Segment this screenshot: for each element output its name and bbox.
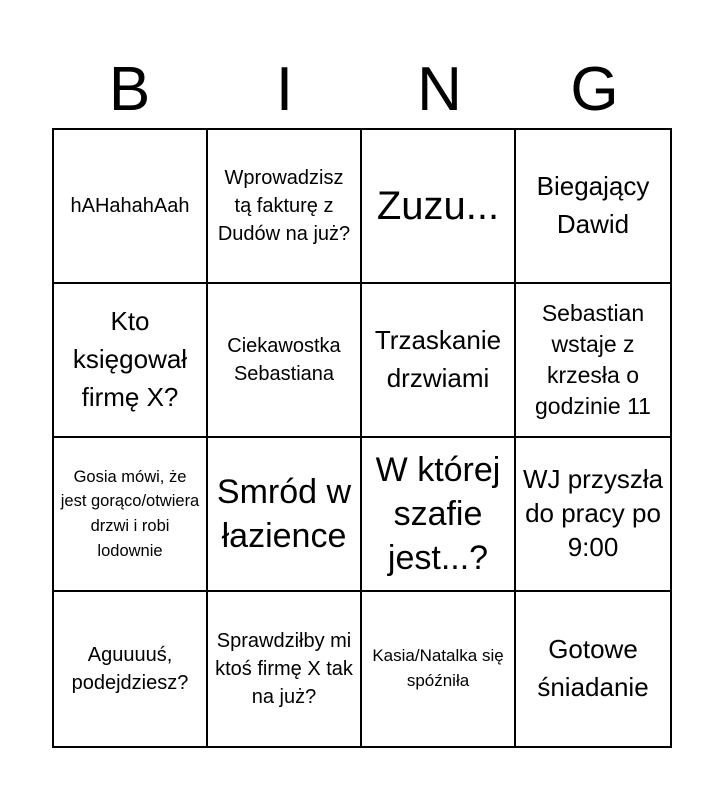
cell-text: Smród w łazience	[216, 472, 352, 555]
bingo-cell[interactable]	[208, 130, 362, 284]
header-letter-i: I	[275, 55, 294, 124]
bingo-card	[52, 128, 672, 748]
cell-text: Gosia mówi, że jest gorąco/otwiera drzwi i robi lodownie	[60, 467, 200, 560]
cell-text: Wprowadzisz tą fakturę z Dudów na już?	[217, 167, 351, 245]
header-letter-n: N	[417, 55, 462, 124]
cell-text: Sebastian wstaje z krzesła o godzinie 11	[535, 299, 651, 420]
bingo-cell[interactable]	[208, 592, 362, 746]
bingo-cell[interactable]	[516, 438, 670, 592]
bingo-cell[interactable]	[54, 438, 208, 592]
cell-text: Kasia/Natalka się spóźniła	[372, 646, 504, 690]
bingo-cell[interactable]	[208, 284, 362, 438]
bingo-cell[interactable]	[516, 284, 670, 438]
bingo-cell[interactable]	[362, 592, 516, 746]
bingo-header	[52, 52, 672, 128]
cell-text: Zuzu...	[376, 184, 500, 228]
cell-text: Aguuuuś, podejdziesz?	[71, 644, 189, 694]
bingo-cell[interactable]	[208, 438, 362, 592]
bingo-cell[interactable]	[54, 284, 208, 438]
header-letter-g: G	[570, 55, 619, 124]
bingo-cell[interactable]	[54, 592, 208, 746]
bingo-cell[interactable]	[362, 130, 516, 284]
cell-text: Kto księgował firmę X?	[72, 306, 188, 412]
bingo-cell[interactable]	[362, 284, 516, 438]
bingo-cell[interactable]	[516, 130, 670, 284]
bingo-cell[interactable]	[516, 592, 670, 746]
cell-text: Trzaskanie drzwiami	[374, 325, 502, 393]
header-letter-b: B	[108, 55, 151, 124]
cell-text: WJ przyszła do pracy po 9:00	[522, 464, 664, 562]
cell-text: W której szafie jest...?	[375, 450, 501, 578]
bingo-cell[interactable]	[54, 130, 208, 284]
bingo-cell[interactable]	[362, 438, 516, 592]
cell-text: hAHahahAah	[70, 195, 190, 217]
cell-text: Gotowe śniadanie	[537, 634, 649, 702]
cell-text: Ciekawostka Sebastiana	[227, 335, 341, 385]
cell-text: Sprawdziłby mi ktoś firmę X tak na już?	[215, 630, 353, 708]
cell-text: Biegający Dawid	[536, 171, 650, 239]
